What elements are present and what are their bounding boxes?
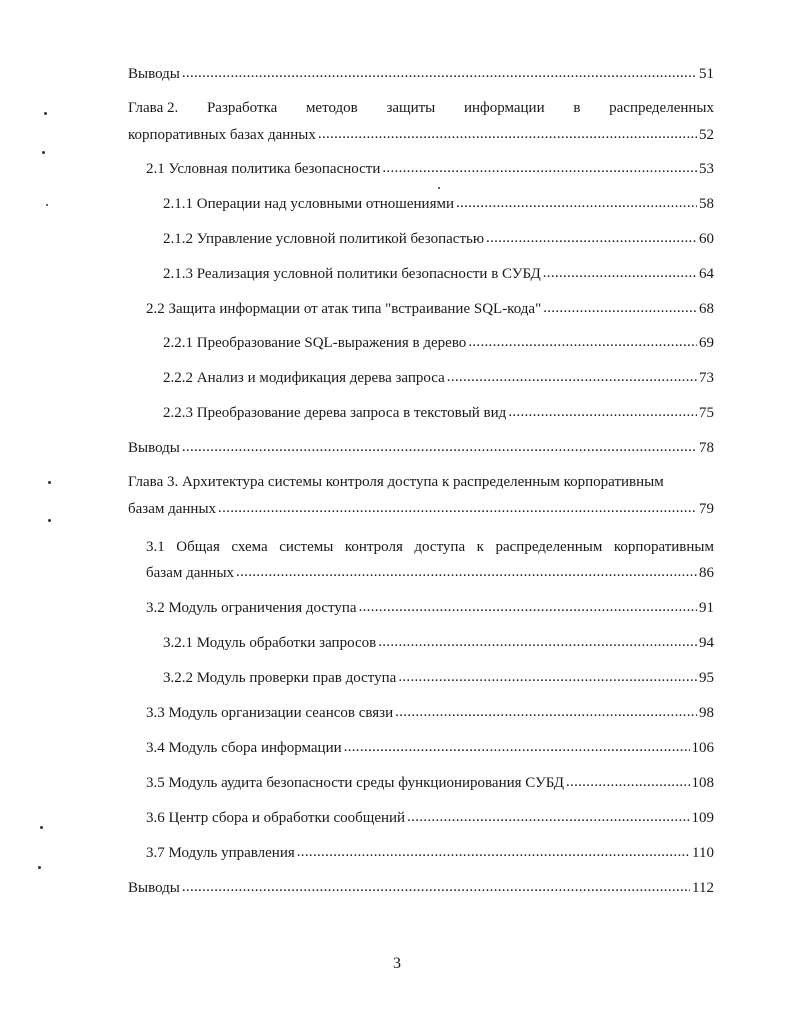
toc-entry-page: 109 bbox=[691, 810, 714, 826]
toc-entry-page: 53 bbox=[699, 161, 714, 177]
toc-entry bbox=[146, 299, 714, 319]
toc-word: Общая bbox=[176, 539, 220, 555]
toc-entry bbox=[128, 438, 714, 458]
scan-speck bbox=[46, 204, 48, 206]
toc-entry-title: 2.2.1 Преобразование SQL-выражения в дерево bbox=[163, 335, 467, 351]
toc-entry bbox=[163, 229, 714, 249]
toc-entry-page: 69 bbox=[699, 335, 714, 351]
toc-entry-title: 3.5 Модуль аудита безопасности среды функционирования СУБД bbox=[146, 775, 564, 791]
toc-word: доступа bbox=[414, 539, 466, 555]
dot-leader bbox=[318, 124, 697, 144]
toc-word: Глава 2. bbox=[128, 100, 179, 116]
toc-entry-page: 64 bbox=[699, 266, 714, 282]
toc-entry-title: базам данных bbox=[146, 565, 235, 581]
toc-entry bbox=[163, 333, 714, 353]
dot-leader bbox=[218, 498, 697, 518]
scan-speck bbox=[48, 481, 51, 484]
toc-entry-title: 2.1 Условная политика безопасности bbox=[146, 161, 381, 177]
toc-entry-title: Выводы bbox=[128, 66, 180, 82]
scan-speck bbox=[42, 151, 45, 154]
toc-entry-title: 3.6 Центр сбора и обработки сообщений bbox=[146, 810, 406, 826]
toc-entry-page: 110 bbox=[692, 845, 714, 861]
toc-entry-title: 3.2 Модуль ограничения доступа bbox=[146, 600, 357, 616]
dot-leader bbox=[359, 597, 697, 617]
toc-entry bbox=[146, 738, 714, 758]
dot-leader bbox=[182, 437, 697, 457]
dot-leader bbox=[236, 562, 697, 582]
toc-entry bbox=[146, 808, 714, 828]
toc-entry bbox=[146, 159, 714, 179]
toc-entry bbox=[128, 499, 714, 519]
toc-entry-page: 58 bbox=[699, 196, 714, 212]
toc-word: в bbox=[573, 100, 581, 116]
toc-word: контроля bbox=[344, 539, 403, 555]
toc-entry bbox=[163, 368, 714, 388]
dot-leader bbox=[398, 667, 697, 687]
toc-entry-title: 3.2.1 Модуль обработки запросов bbox=[163, 635, 377, 651]
toc-entry-title: Выводы bbox=[128, 880, 180, 896]
dot-leader bbox=[182, 877, 690, 897]
toc-entry-page: 75 bbox=[699, 405, 714, 421]
toc-entry-page: 112 bbox=[692, 880, 714, 896]
toc-entry-page: 79 bbox=[699, 501, 714, 517]
toc-entry-page: 98 bbox=[699, 705, 714, 721]
scan-speck bbox=[38, 866, 41, 869]
dot-leader bbox=[468, 332, 697, 352]
dot-leader bbox=[297, 842, 690, 862]
toc-entry-title: 3.2.2 Модуль проверки прав доступа bbox=[163, 670, 397, 686]
toc-entry-title: Выводы bbox=[128, 440, 180, 456]
toc-entry bbox=[146, 563, 714, 583]
toc-entry-page: 91 bbox=[699, 600, 714, 616]
toc-entry bbox=[128, 125, 714, 145]
toc-word: методов bbox=[305, 100, 358, 116]
toc-entry bbox=[163, 403, 714, 423]
toc-entry-page: 52 bbox=[699, 127, 714, 143]
toc-entry-line1 bbox=[128, 472, 714, 492]
toc-entry bbox=[128, 878, 714, 898]
toc-entry-line1 bbox=[128, 98, 714, 118]
dot-leader bbox=[543, 263, 697, 283]
dot-leader bbox=[378, 632, 697, 652]
toc-entry-title: 3.4 Модуль сбора информации bbox=[146, 740, 342, 756]
toc-entry-line1 bbox=[146, 537, 714, 557]
toc-entry-page: 60 bbox=[699, 231, 714, 247]
dot-leader bbox=[382, 158, 697, 178]
toc-entry-title: 2.1.3 Реализация условной политики безопасности в СУБД bbox=[163, 266, 541, 282]
dot-leader bbox=[486, 228, 697, 248]
toc-entry bbox=[146, 598, 714, 618]
toc-entry-title: 2.2.3 Преобразование дерева запроса в текстовый вид bbox=[163, 405, 507, 421]
toc-entry-page: 68 bbox=[699, 301, 714, 317]
toc-entry bbox=[163, 633, 714, 653]
toc-entry-title: 3.7 Модуль управления bbox=[146, 845, 295, 861]
toc-entry-title: корпоративных базах данных bbox=[128, 127, 316, 143]
dot-leader bbox=[447, 367, 697, 387]
toc-entry-page: 78 bbox=[699, 440, 714, 456]
toc-entry bbox=[163, 264, 714, 284]
toc-entry-title: 3.3 Модуль организации сеансов связи bbox=[146, 705, 394, 721]
toc-entry-title: 2.1.1 Операции над условными отношениями bbox=[163, 196, 454, 212]
toc-entry-title: 2.2.2 Анализ и модификация дерева запроса bbox=[163, 370, 445, 386]
toc-entry-title: 2.1.2 Управление условной политикой безопастью bbox=[163, 231, 485, 247]
toc-entry bbox=[163, 668, 714, 688]
scan-speck bbox=[40, 826, 43, 829]
toc-entry-title: 2.2 Защита информации от атак типа "встраивание SQL-кода" bbox=[146, 301, 542, 317]
toc-entry-page: 106 bbox=[691, 740, 714, 756]
toc-entry-title: базам данных bbox=[128, 501, 217, 517]
toc-entry-page: 95 bbox=[699, 670, 714, 686]
scan-speck bbox=[44, 112, 47, 115]
dot-leader bbox=[395, 702, 697, 722]
dot-leader bbox=[508, 402, 697, 422]
dot-leader bbox=[407, 807, 689, 827]
toc-word: 3.1 bbox=[146, 539, 165, 555]
toc-entry-page: 108 bbox=[691, 775, 714, 791]
toc-entry-title: Глава 3. Архитектура системы контроля доступа к распределенным корпоративным bbox=[128, 474, 664, 490]
toc-entry-page: 51 bbox=[699, 66, 714, 82]
dot-leader bbox=[344, 737, 690, 757]
dot-leader bbox=[566, 772, 690, 792]
scan-speck bbox=[48, 519, 51, 522]
dot-leader bbox=[182, 63, 697, 83]
toc-entry bbox=[146, 773, 714, 793]
toc-word: системы bbox=[279, 539, 334, 555]
dot-leader bbox=[456, 193, 697, 213]
dot-leader bbox=[543, 298, 697, 318]
page-number: 3 bbox=[393, 955, 401, 972]
toc-entry bbox=[146, 703, 714, 723]
toc-entry bbox=[163, 194, 714, 214]
toc-entry bbox=[146, 843, 714, 863]
toc-word: Разработка bbox=[206, 100, 278, 116]
toc-word: схема bbox=[231, 539, 268, 555]
toc-entry-page: 94 bbox=[699, 635, 714, 651]
toc-word: распределенным bbox=[495, 539, 603, 555]
toc-word: корпоративным bbox=[613, 539, 714, 555]
toc-word: распределенных bbox=[609, 100, 714, 116]
scan-speck bbox=[438, 187, 440, 189]
toc-entry-page: 86 bbox=[699, 565, 714, 581]
toc-word: к bbox=[476, 539, 484, 555]
toc-entry bbox=[128, 64, 714, 84]
toc-word: защиты bbox=[386, 100, 436, 116]
toc-entry-page: 73 bbox=[699, 370, 714, 386]
toc-word: информации bbox=[463, 100, 545, 116]
